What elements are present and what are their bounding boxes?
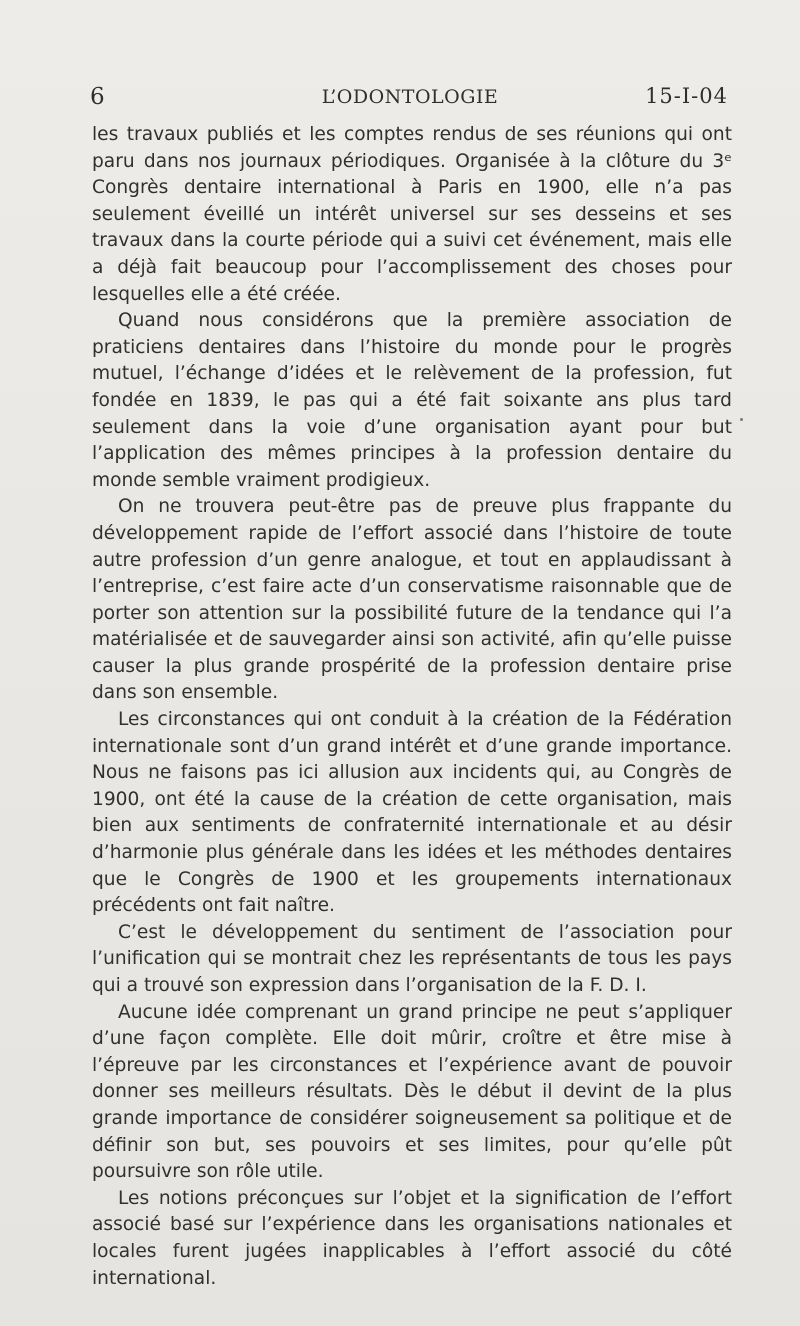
paper-speck: [740, 418, 743, 421]
paragraph: Les notions préconçues sur l’objet et la signification de l’effort associé basé sur l’expérience dans les organisations nationales et locales furent jugées inapplicables à l’effort associé du côté international.: [92, 1187, 732, 1289]
paragraph: Les circonstances qui ont conduit à la création de la Fédération internationale sont d’un grand intérêt et d’une grande importance. Nous ne faisons pas ici allusion aux incidents qui, au Congrès de 1900, ont été la cause de la création de cette organisation, mais bien aux sentiments de confraternité internationale et au désir d’harmonie plus générale dans les idées et les méthodes dentaires que le Congrès de 1900 et les groupements internationaux précédents ont fait naître.: [92, 709, 732, 917]
paragraph: C’est le développement du sentiment de l’association pour l’unification qui se montrait chez les représentants de tous les pays qui a trouvé son expression dans l’organisation de la F. D. I.: [92, 921, 732, 996]
paragraph: Aucune idée comprenant un grand principe ne peut s’appliquer d’une façon complète. Elle doit mûrir, croître et être mise à l’épreuve par les circonstances et l’expérience avant de pouvoir donner ses meilleurs résultats. Dès le début il devint de la plus grande importance de considérer soigneusement sa politique et de définir son but, ses pouvoirs et ses limites, pour qu’elle pût poursuivre son rôle utile.: [92, 1001, 732, 1183]
issue-date: 15-I-04: [645, 84, 728, 108]
paragraph: On ne trouvera peut-être pas de preuve plus frappante du développement rapide de l’effort associé dans l’histoire de toute autre profession d’un genre analogue, et tout en applaudissant à l’entreprise, c’est faire acte d’un conservatisme raisonnable que de porter son attention sur la possibilité future de la tendance qui l’a matérialisée et de sauvegarder ainsi son activité, afin qu’elle puisse causer la plus grande prospérité de la profession dentaire prise dans son ensemble.: [92, 496, 732, 704]
running-title: L’ODONTOLOGIE: [321, 86, 499, 108]
page-header: [90, 84, 730, 116]
body-text: [92, 122, 732, 1292]
paragraph: Quand nous considérons que la première association de praticiens dentaires dans l’histoire du monde pour le progrès mutuel, l’échange d’idées et le relèvement de la profession, fut fondée en 1839, le pas qui a été fait soixante ans plus tard seulement dans la voie d’une organisation ayant pour but l’application des mêmes principes à la profession dentaire du monde semble vraiment prodigieux.: [92, 310, 732, 491]
page-number: 6: [90, 84, 105, 110]
paragraph: les travaux publiés et les comptes rendus de ses réunions qui ont paru dans nos journaux périodiques. Organisée à la clôture du 3ᵉ Congrès dentaire international à Paris en 1900, elle n’a pas seulement éveillé un intérêt universel sur ses desseins et ses travaux dans la courte période qui a suivi cet événement, mais elle a déjà fait beaucoup pour l’accomplissement des choses pour lesquelles elle a été créée.: [92, 124, 732, 305]
